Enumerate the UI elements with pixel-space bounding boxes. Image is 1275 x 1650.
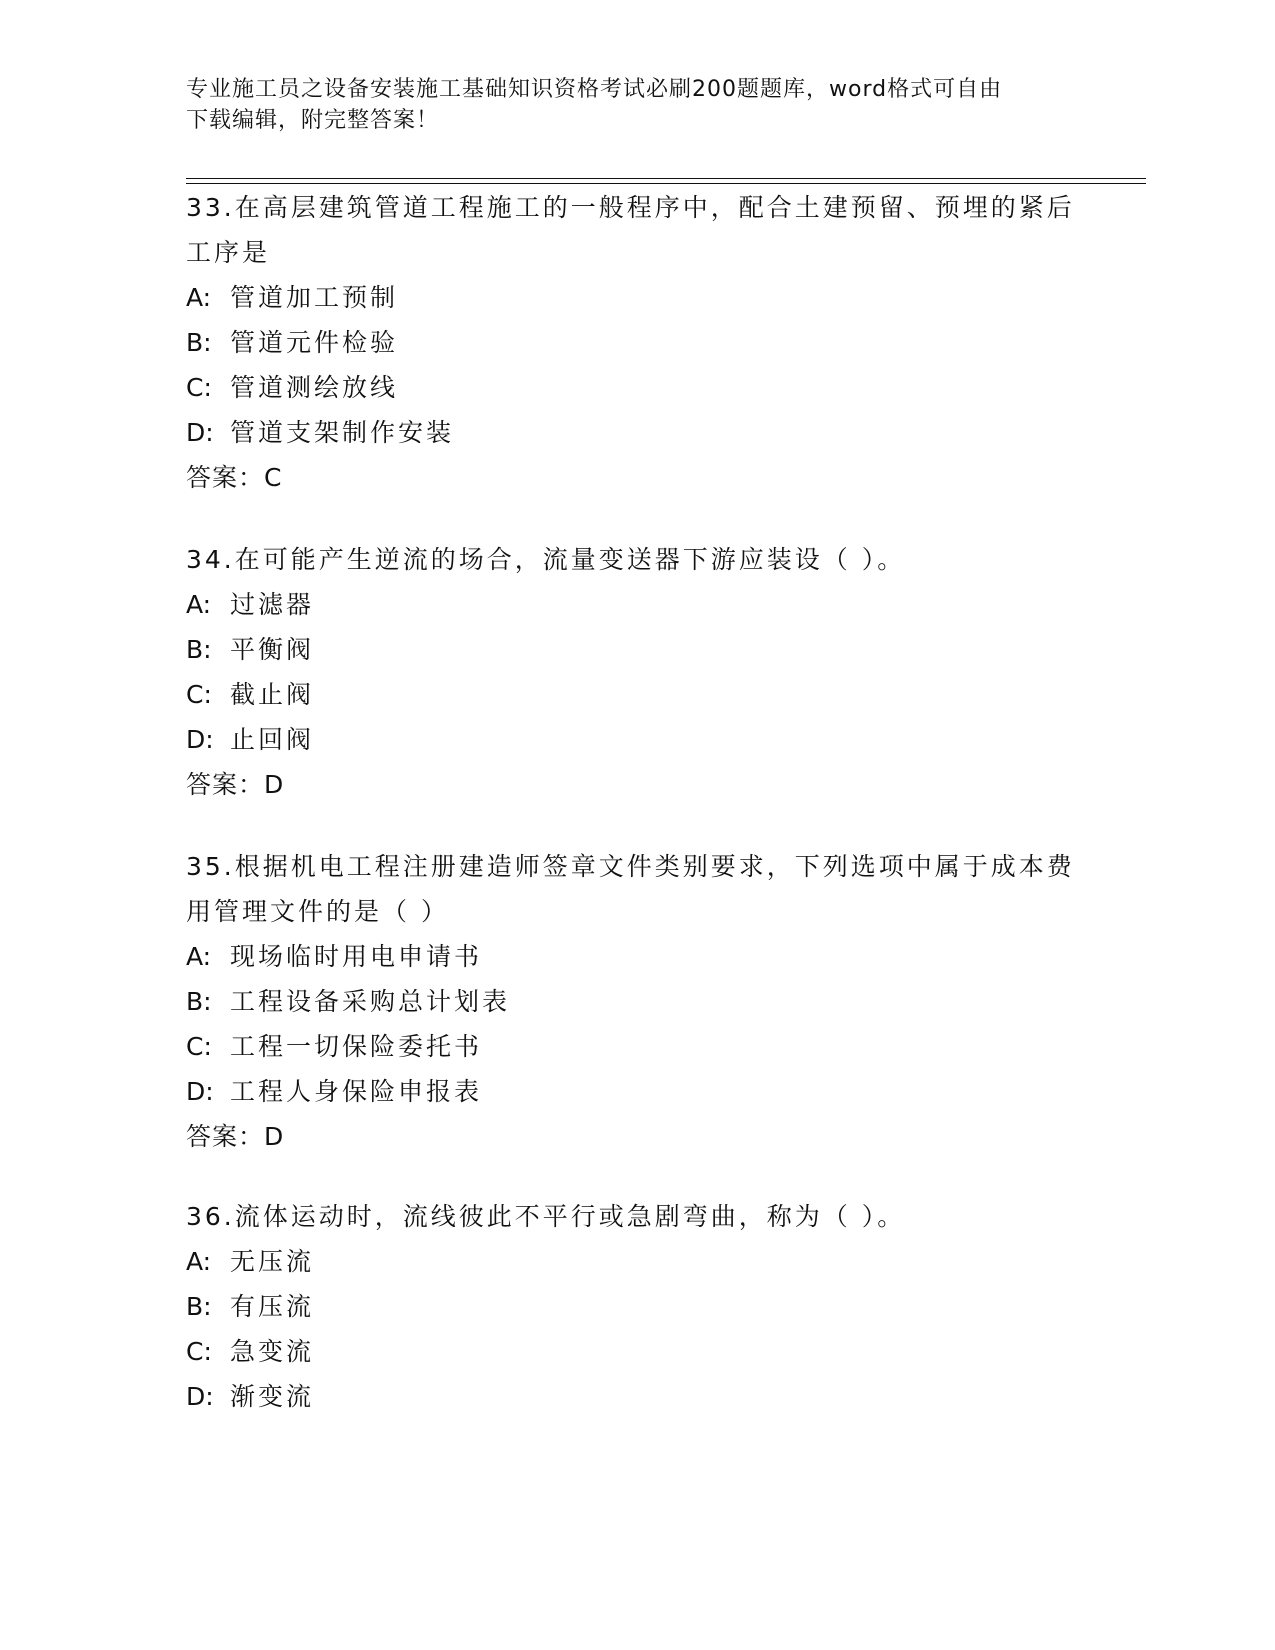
option-text: 工程人身保险申报表 <box>230 1077 483 1106</box>
question-34 <box>186 537 1086 807</box>
question-35 <box>186 844 1086 1159</box>
answer: 答案：C <box>186 463 283 492</box>
option-a <box>186 934 1086 979</box>
option-key: D: <box>186 1382 214 1411</box>
option-text: 管道测绘放线 <box>230 373 399 402</box>
option-key: C: <box>186 373 212 402</box>
option-c <box>186 1024 1086 1069</box>
option-b <box>186 1284 1086 1329</box>
question-stem: 33.在高层建筑管道工程施工的一般程序中，配合土建预留、预埋的紧后工序是 <box>186 193 1075 267</box>
option-key: A: <box>186 1247 212 1276</box>
option-text: 平衡阀 <box>230 635 315 664</box>
option-c <box>186 672 1086 717</box>
answer: 答案：D <box>186 1122 285 1151</box>
option-a <box>186 582 1086 627</box>
option-key: D: <box>186 725 214 754</box>
option-a <box>186 1239 1086 1284</box>
option-key: B: <box>186 635 212 664</box>
option-text: 急变流 <box>230 1337 315 1366</box>
option-key: A: <box>186 942 212 971</box>
option-text: 有压流 <box>230 1292 315 1321</box>
document-header: 专业施工员之设备安装施工基础知识资格考试必刷200题题库，word格式可自由 下载编辑，附完整答案！ <box>186 77 1003 133</box>
option-d <box>186 1374 1086 1419</box>
option-text: 管道加工预制 <box>230 283 399 312</box>
option-key: A: <box>186 590 212 619</box>
option-b <box>186 320 1086 365</box>
option-b <box>186 627 1086 672</box>
option-key: B: <box>186 987 212 1016</box>
option-c <box>186 1329 1086 1374</box>
option-b <box>186 979 1086 1024</box>
option-d <box>186 1069 1086 1114</box>
option-key: C: <box>186 1032 212 1061</box>
option-key: C: <box>186 1337 212 1366</box>
option-text: 工程设备采购总计划表 <box>230 987 511 1016</box>
option-text: 管道元件检验 <box>230 328 399 357</box>
question-36 <box>186 1194 1086 1419</box>
option-key: D: <box>186 418 214 447</box>
question-stem: 36.流体运动时，流线彼此不平行或急剧弯曲，称为（ ）。 <box>186 1202 906 1231</box>
option-key: A: <box>186 283 212 312</box>
option-a <box>186 275 1086 320</box>
option-text: 工程一切保险委托书 <box>230 1032 483 1061</box>
option-text: 止回阀 <box>230 725 315 754</box>
option-key: C: <box>186 680 212 709</box>
answer: 答案：D <box>186 770 285 799</box>
option-text: 现场临时用电申请书 <box>230 942 483 971</box>
option-c <box>186 365 1086 410</box>
question-stem: 35.根据机电工程注册建造师签章文件类别要求，下列选项中属于成本费用管理文件的是（ ） <box>186 852 1075 926</box>
option-d <box>186 717 1086 762</box>
header-divider-bottom <box>186 183 1146 184</box>
option-text: 无压流 <box>230 1247 315 1276</box>
header-divider-top <box>186 178 1146 179</box>
option-key: D: <box>186 1077 214 1106</box>
option-key: B: <box>186 328 212 357</box>
question-33 <box>186 185 1086 500</box>
option-text: 管道支架制作安装 <box>230 418 455 447</box>
option-text: 过滤器 <box>230 590 315 619</box>
option-text: 渐变流 <box>230 1382 315 1411</box>
option-key: B: <box>186 1292 212 1321</box>
option-text: 截止阀 <box>230 680 315 709</box>
option-d <box>186 410 1086 455</box>
question-stem: 34.在可能产生逆流的场合，流量变送器下游应装设（ ）。 <box>186 545 906 574</box>
